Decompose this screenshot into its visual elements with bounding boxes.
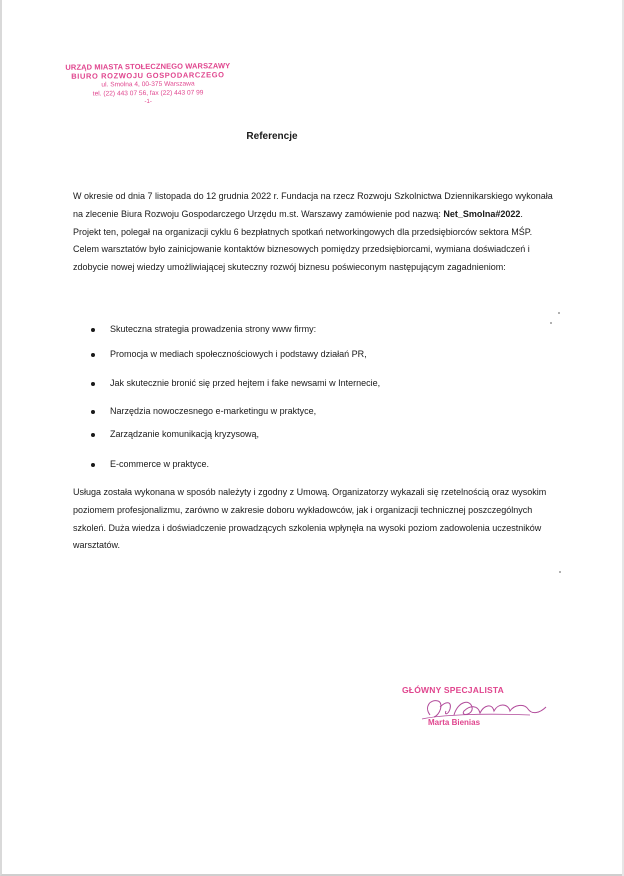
signature-block xyxy=(400,685,570,735)
bullet-icon xyxy=(91,328,95,332)
stamp-line-office: URZĄD MIASTA STOŁECZNEGO WARSZAWY xyxy=(65,61,231,72)
signatory-name: Marta Bienias xyxy=(428,718,481,727)
scan-speck xyxy=(558,312,560,314)
bullet-icon xyxy=(91,382,95,386)
intro-text-after: . Projekt ten, polegał na organizacji cyklu 6 bezpłatnych spotkań networkingowych dla przedsiębiorców sektora MŚP. Celem warsztatów było zainicjowanie kontaktów biznesowych pomiędzy przedsiębiorcami, wymiana doświadczeń i zdobycie nowej wiedzy umożliwiającej skuteczny rozwój biznesu poświeconym następującym zagadnieniom: xyxy=(73,208,533,273)
project-name: Net_Smolna#2022 xyxy=(443,208,521,219)
stamp-line-number: -1- xyxy=(144,98,152,106)
stamp-line-address: ul. Smolna 4, 00-375 Warszawa xyxy=(101,80,195,89)
intro-text-before: W okresie od dnia 7 listopada do 12 grudnia 2022 r. Fundacja na rzecz Rozwoju Szkolnictwa Dziennikarskiego wykonała na zlecenie Biura Rozwoju Gospodarczego Urzędu m.st. Warszawy zamówienie pod nazwą: xyxy=(73,191,553,219)
stamp-line-department: BIURO ROZWOJU GOSPODARCZEGO xyxy=(71,70,225,81)
scan-speck xyxy=(550,322,552,324)
bullet-icon xyxy=(91,410,95,414)
scan-speck xyxy=(559,571,561,573)
handwritten-signature xyxy=(400,685,570,735)
document-title: Referencje xyxy=(246,131,298,142)
bullet-icon xyxy=(91,353,95,357)
intro-paragraph xyxy=(73,188,553,277)
bullet-icon xyxy=(91,433,95,437)
closing-paragraph: Usługa została wykonana w sposób należyty i zgodny z Umową. Organizatorzy wykazali się rzetelnością oraz wysokim poziomem profesjonalizmu, zarówno w zakresie doboru wykładowców, jak i organizacji technicznej poszczególnych szkoleń. Duża wiedza i doświadczenie prowadzących szkolenia wpłynęła na wysoki poziom zadowolenia uczestników warsztatów. xyxy=(73,487,547,551)
document-page: URZĄD MIASTA STOŁECZNEGO WARSZAWY BIURO ROZWOJU GOSPODARCZEGO ul. Smolna 4, 00-375 Warszawa tel. (22) 443 07 56, fax (22) 443 07 99 -1- Referencje W okresie od dnia 7 listopada do 12 grudnia 2022 r. Fundacja na rzecz Rozwoju Szkolnictwa Dziennikarskiego wykonała na zlecenie Biura Rozwoju Gospodarczego Urzędu m.st. Warszawy zamówienie pod nazwą: Net_Smolna#2022. Projekt ten, polegał na organizacji cyklu 6 bezpłatnych spotkań networkingowych dla przedsiębiorców sektora MŚP. Celem warsztatów było zainicjowanie kontaktów biznesowych pomiędzy przedsiębiorcami, wymiana doświadczeń i zdobycie nowej wiedzy umożliwiającej skuteczny rozwój biznesu poświeconym następującym zagadnieniom: Skuteczna strategia prowadzenia strony www firmy: Promocja w mediach społecznościowych i podstawy działań PR, Jak skutecznie bronić się przed hejtem i fake newsami w Internecie, Narzędzia nowoczesnego e-marketingu w praktyce, Zarządzanie komunikacją kryzysową, E-commerce w praktyce. Usługa została wykonana w sposób należyty i zgodny z Umową. Organizatorzy wykazali się rzetelnością oraz wysokim poziomem profesjonalizmu, zarówno w zakresie doboru wykładowców, jak i organizacji technicznej poszczególnych szkoleń. Duża wiedza i doświadczenie prowadzących szkolenia wpłynęła na wysoki poziom zadowolenia uczestników warsztatów. GŁÓWNY SPECJALISTA Marta Bienias xyxy=(0,0,624,876)
stamp-line-phone: tel. (22) 443 07 56, fax (22) 443 07 99 xyxy=(92,89,204,98)
signatory-position: GŁÓWNY SPECJALISTA xyxy=(402,685,504,695)
office-stamp xyxy=(58,61,238,108)
bullet-icon xyxy=(91,463,95,467)
